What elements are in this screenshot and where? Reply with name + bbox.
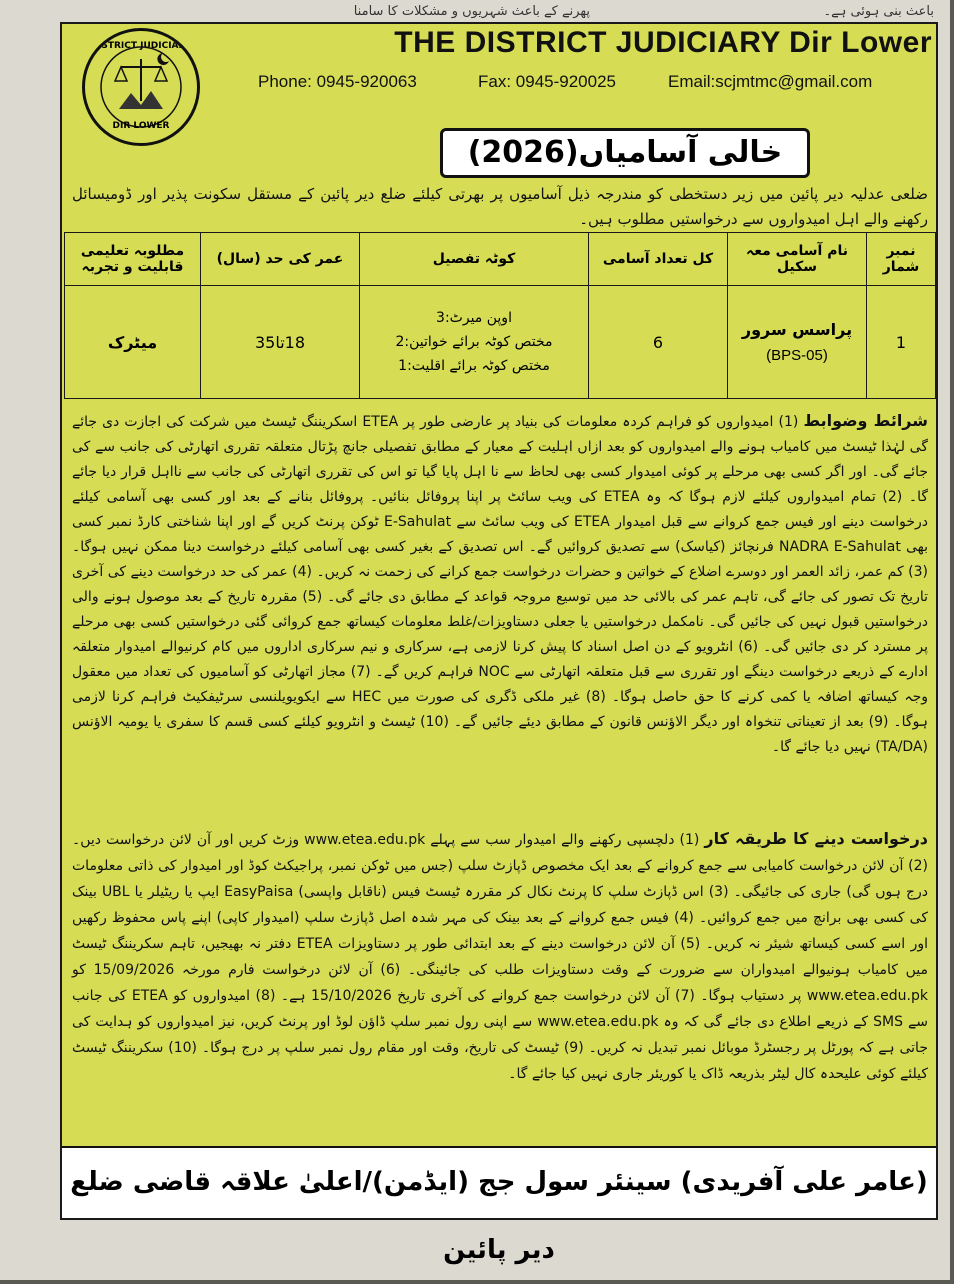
advertisement-title: خالی آسامیاں(2026) — [440, 128, 810, 178]
row-post-cell — [728, 286, 867, 399]
col-count: کل تعداد آسامی — [589, 233, 728, 286]
table-row — [65, 286, 936, 399]
fax-number: Fax: 0945-920025 — [478, 72, 616, 91]
signature-footer: (عامر علی آفریدی) سینئر سول جج (ایڈمن)/اعلیٰ علاقہ قاضی ضلع دیر پائین — [62, 1146, 936, 1218]
apply-text: (1) دلچسپی رکھنے والے امیدوار سب سے پہلے www.etea.edu.pk وزٹ کریں اور آن لائن درخواست دیں۔ (2) آن لائن درخواست کامیابی سے جمع کروانے کے بعد ایک مخصوص ڈپازٹ سلپ (جس میں ٹوکن نمبر، پراجیکٹ کوڈ اور امیدوار کی ذاتی معلومات درج ہوں گی) جاری کی جائیگی۔ (3) اس ڈپازٹ سلپ کا پرنٹ نکال کر مقررہ ٹیسٹ فیس (ناقابل واپسی) EasyPaisa ایپ یا ریٹیلر یا UBL بینک کی کسی بھی برانچ میں جمع کروائیں۔ (4) فیس جمع کروانے کے بعد بینک کی مہر شدہ اصل ڈپازٹ سلپ (امیدوار کاپی) اپنے پاس محفوظ رکھیں اور اسے کسی کیساتھ شیئر نہ کریں۔ (5) آن لائن درخواست دینے کے بعد ابتدائی طور پر دستاویزات ETEA دفتر نہ بھیجیں، تاہم سکریننگ ٹیسٹ میں کامیاب ہونیوالے امیدواران سے ضرورت کے وقت دستاویزات طلب کی جائینگی۔ (6) آن لائن درخواست فارم مورخہ 15/09/2026 کو www.etea.edu.pk پر دستیاب ہوگا۔ (7) آن لائن درخواست جمع کروانے کی آخری تاریخ 15/10/2026 ہے۔ (8) امیدواروں کو ETEA کی جانب سے SMS کے ذریعے اطلاع دی جائے گی کہ وہ www.etea.edu.pk سے اپنی رول نمبر سلپ ڈاؤن لوڈ اور پرنٹ کریں، نیز امیدواروں کو ہدایت کی جاتی ہے کہ پورٹل پر رجسٹرڈ موبائل نمبر تبدیل نہ کریں۔ (9) ٹیسٹ کی تاریخ، وقت اور مقام رول نمبر سلپ پر درج ہوگا۔ (10) سکریننگ ٹیسٹ کیلئے کوئی علیحدہ کال لیٹر بذریعہ ڈاک یا کوریئر جاری نہیں کیا جائے گا۔ — [72, 832, 929, 1082]
col-post: نام آسامی معہ سکیل — [728, 233, 867, 286]
row-qualification: میٹرک — [65, 286, 201, 399]
col-quota: کوٹہ تفصیل — [360, 233, 589, 286]
row-age: 18تا35 — [201, 286, 360, 399]
row-post: پراسس سرور — [741, 320, 853, 339]
phone-number: Phone: 0945-920063 — [258, 72, 417, 91]
vacancy-table — [64, 232, 936, 399]
col-serial: نمبر شمار — [867, 233, 936, 286]
judiciary-seal — [82, 28, 200, 146]
apply-heading: درخواست دینے کا طریقہ کار — [704, 829, 928, 848]
table-header-row — [65, 233, 936, 286]
col-qualification: مطلوبہ تعلیمی قابلیت و تجربہ — [65, 233, 201, 286]
strip-right-text: باعث بنی ہوئی ہے۔ — [823, 4, 934, 19]
organization-name: THE DISTRICT JUDICIARY Dir Lower — [394, 26, 932, 59]
quota-minority: مختص کوٹہ برائے اقلیت:1 — [398, 358, 550, 374]
row-count: 6 — [589, 286, 728, 399]
row-serial: 1 — [867, 286, 936, 399]
terms-heading: شرائط وضوابط — [803, 411, 928, 430]
row-scale: (BPS-05) — [766, 347, 828, 364]
col-age: عمر کی حد (سال) — [201, 233, 360, 286]
intro-paragraph: ضلعی عدلیہ دیر پائین میں زیر دستخطی کو مندرجہ ذیل آسامیوں پر بھرتی کیلئے ضلع دیر پائین کے مستقل سکونت پذیر اور ڈومیسائل رکھنے والے اہل امیدواروں سے درخواستیں مطلوب ہیں۔ — [72, 185, 928, 228]
job-advertisement — [60, 22, 938, 1265]
seal-top-text: DISTRICT JUDICIARY — [90, 41, 192, 51]
email-address: Email:scjmtmc@gmail.com — [668, 72, 873, 91]
strip-left-text: پھرنے کے باعث شہریوں و مشکلات کا سامنا — [353, 4, 590, 19]
terms-text: (1) امیدواروں کو فراہم کردہ معلومات کی بنیاد پر عارضی طور پر ETEA اسکریننگ ٹیسٹ میں شرکت کی اجازت دی جائے گی لہٰذا ٹیسٹ میں کامیاب ہونے والے امیدواروں کو بعد ازاں اہلیت کے معیار کے مطابق تفصیلی جانچ پڑتال متعلقہ تقرری اتھارٹی کی جانب سے کی جائے گی۔ اور اگر کسی بھی مرحلے پر کوئی امیدوار کسی بھی لحاظ سے نا اہل پایا گیا تو اس کی تقرری اتھارٹی کی جانب سے نااہل قرار دیا جائے گا۔ (2) تمام امیدواروں کیلئے لازم ہوگا کہ وہ ETEA کی ویب سائٹ پر اپنا پروفائل بنائیں۔ پروفائل بنانے کے بعد اور کسی بھی آسامی کیلئے درخواست دینے اور فیس جمع کروانے سے قبل امیدوار ETEA کی ویب سائٹ سے E-Sahulat ٹوکن پرنٹ کریں گے اور اپنا شناختی کارڈ نمبر کسی بھی NADRA E-Sahulat فرنچائز (کیاسک) سے تصدیق کروائیں گے۔ اس تصدیق کے بغیر کسی بھی آسامی کیلئے درخواست دینا ممکن نہیں ہوگا۔ (3) کم عمر، زائد العمر اور دوسرے اضلاع کے خواتین و حضرات درخواست جمع کرانے کی زحمت نہ کریں۔ (4) عمر کی حد درخواست دینے کی آخری تاریخ تک تصور کی جائے گی، تاہم عمر کی بالائی حد میں توسیع مروجہ قواعد کے مطابق دی جائے گی۔ (5) مقررہ تاریخ کے بعد موصول ہونے والی درخواستیں قبول نہیں کی جائیں گی۔ نامکمل درخواستیں یا جعلی دستاویزات/غلط معلومات کیساتھ جمع کروائی گئی درخواستیں کسی بھی مرحلے پر مسترد کر دی جائیں گی۔ (6) انٹرویو کے دن اصل اسناد کا پیش کرنا لازمی ہے، سرکاری و نیم سرکاری اداروں میں کام کرنیوالے امیدوار متعلقہ ادارے کے ذریعے درخواست دینگے اور تقرری سے قبل متعلقہ اتھارٹی سے NOC فراہم کریں گے۔ (7) مجاز اتھارٹی کو آسامیوں کی تعداد میں معقول وجہ کیساتھ اضافہ یا کمی کرنے کا حق حاصل ہوگا۔ (8) غیر ملکی ڈگری کی صورت میں HEC سے ایکویویلنسی سرٹیفکیٹ فراہم کرنا لازمی ہوگا۔ (9) بعد از تعیناتی تنخواہ اور دیگر الاؤنس قانون کے مطابق دیئے جائیں گے۔ (10) ٹیسٹ و انٹرویو کیلئے کسی قسم کا سفری یا یومیہ الاؤنس (TA/DA) نہیں دیا جائے گا۔ — [72, 414, 929, 755]
quota-women: مختص کوٹہ برائے خواتین:2 — [395, 334, 553, 350]
row-quota-cell — [360, 286, 589, 399]
terms-section — [72, 408, 928, 760]
seal-bottom-text: DIR LOWER — [112, 121, 170, 131]
apply-section — [72, 826, 928, 1087]
quota-open-merit: اوپن میرٹ:3 — [436, 310, 512, 326]
